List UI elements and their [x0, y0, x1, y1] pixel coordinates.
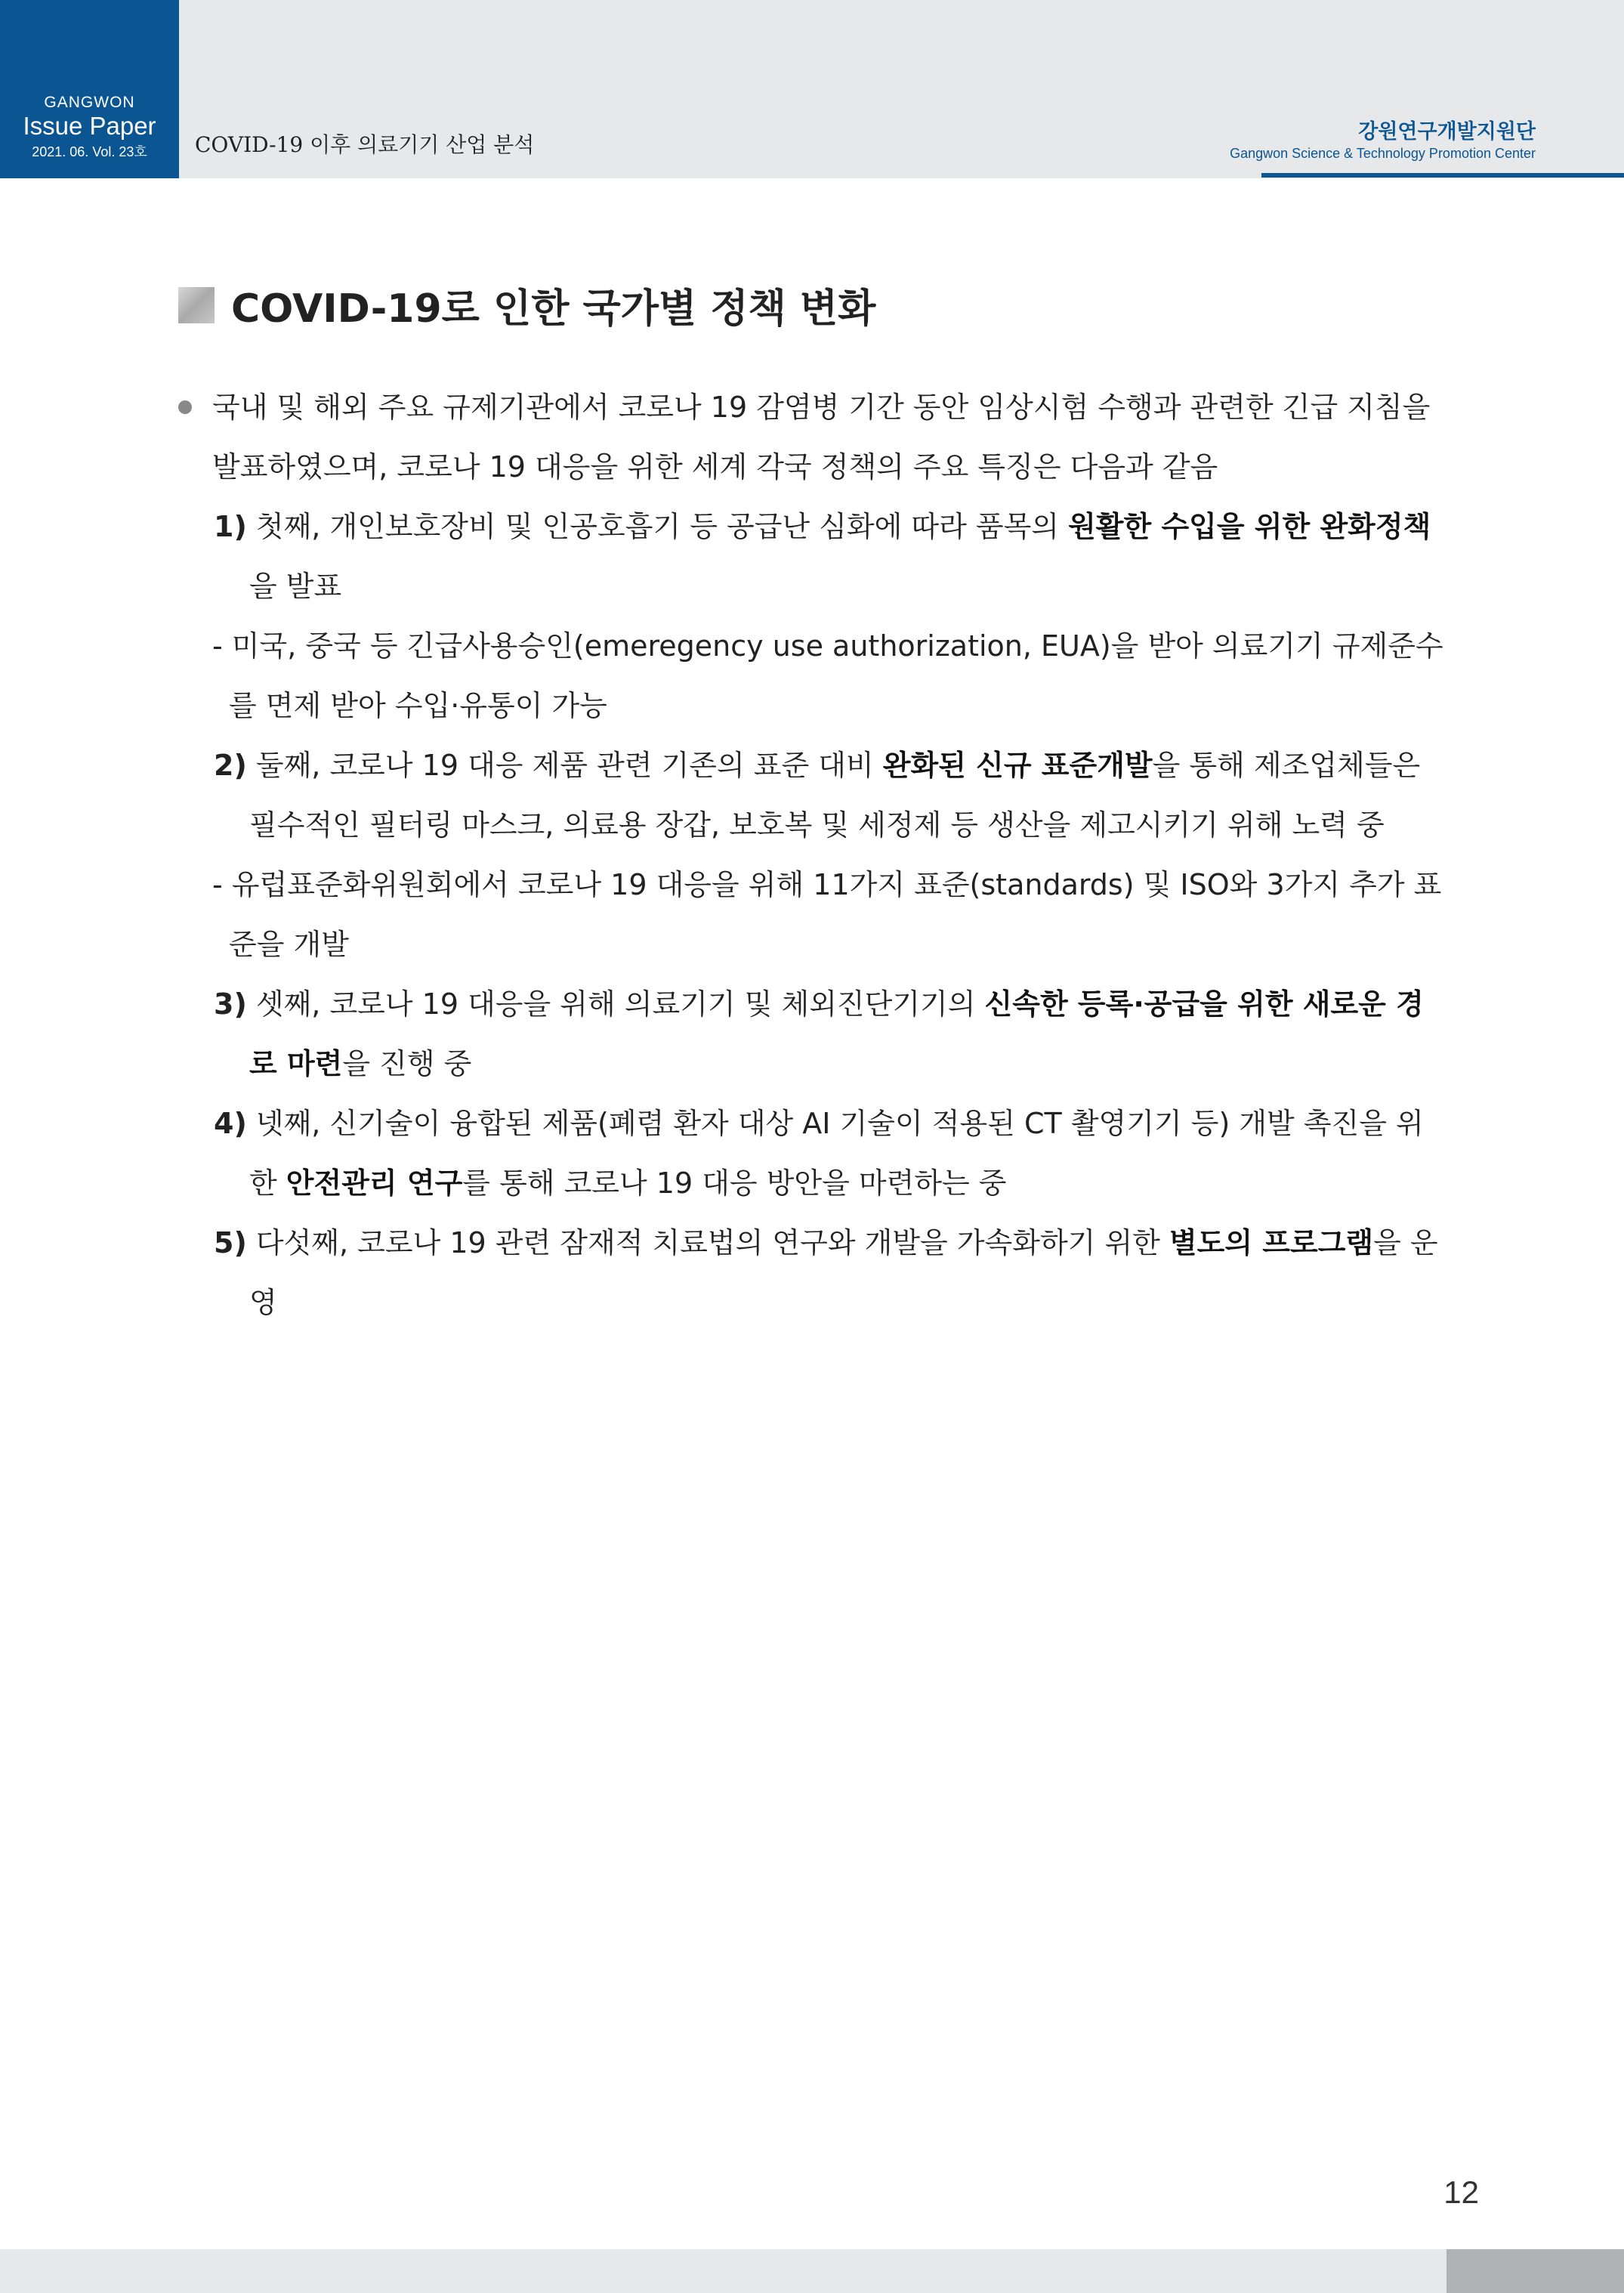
- section-heading: [178, 277, 875, 333]
- policy-detail-1: [212, 617, 1447, 736]
- item-text: 다섯째, 코로나 19 관련 잠재적 치료법의 연구와 개발을 가속화하기 위한: [246, 1226, 1169, 1259]
- page-number: 12: [1443, 2174, 1479, 2210]
- brand-logo-box: [0, 0, 179, 178]
- item-number: 2): [214, 749, 247, 782]
- page-footer-bar: [0, 2249, 1624, 2293]
- item-emphasis: 별도의 프로그램: [1169, 1226, 1374, 1259]
- organization-name-ko: 강원연구개발지원단: [1358, 120, 1536, 144]
- item-text: 셋째, 코로나 19 대응을 위해 의료기기 및 체외진단기기의: [246, 987, 985, 1021]
- item-emphasis: 안전관리 연구: [286, 1167, 463, 1200]
- footer-accent-block: [1446, 2249, 1624, 2293]
- section-title-text: COVID-19로 인한 국가별 정책 변화: [231, 286, 876, 332]
- item-text-tail: 을 발표: [249, 570, 342, 603]
- brand-title: Issue Paper: [23, 112, 156, 140]
- item-text: 둘째, 코로나 19 대응 제품 관련 기존의 표준 대비: [246, 749, 883, 782]
- item-text-tail: 을 운영: [249, 1226, 1438, 1319]
- item-emphasis: 원활한 수입을 위한 완화정책: [1068, 510, 1431, 543]
- header-accent-line: [1261, 173, 1624, 178]
- square-bullet-icon: [178, 287, 215, 323]
- item-emphasis: 완화된 신규 표준개발: [882, 749, 1153, 782]
- issue-info: 2021. 06. Vol. 23호: [32, 144, 147, 159]
- detail-text: - 유럽표준화위원회에서 코로나 19 대응을 위해 11가지 표준(standards) 및 ISO와 3가지 추가 표준을 개발: [212, 868, 1442, 961]
- detail-text: - 미국, 중국 등 긴급사용승인(emeregency use authorization, EUA)을 받아 의료기기 규제준수를 면제 받아 수입·유통이 가능: [212, 629, 1443, 722]
- item-text: 넷째, 신기술이 융합된 제품(폐렴 환자 대상 AI 기술이 적용된 CT 촬영기기 등) 개발 촉진을 위한: [246, 1107, 1424, 1200]
- brand-small-text: GANGWON: [44, 94, 135, 111]
- policy-item-2: [214, 736, 1447, 855]
- item-text-tail: 를 통해 코로나 19 대응 방안을 마련하는 중: [462, 1167, 1007, 1200]
- policy-item-4: [214, 1094, 1447, 1213]
- organization-name-en: Gangwon Science & Technology Promotion Center: [1230, 146, 1536, 161]
- policy-detail-2: [212, 855, 1447, 975]
- item-text-tail: 을 통해 제조업체들은 필수적인 필터링 마스크, 의료용 장갑, 보호복 및 세정제 등 생산을 제고시키기 위해 노력 중: [249, 749, 1421, 842]
- body-content: [178, 378, 1447, 1333]
- intro-text: 국내 및 해외 주요 규제기관에서 코로나 19 감염병 기간 동안 임상시험 수행과 관련한 긴급 지침을 발표하였으며, 코로나 19 대응을 위한 세계 각국 정책의 주요 특징은 다음과 같음: [212, 391, 1431, 484]
- item-number: 3): [214, 987, 247, 1021]
- item-text: 첫째, 개인보호장비 및 인공호흡기 등 공급난 심화에 따라 품목의: [246, 510, 1069, 543]
- item-text-tail: 을 진행 중: [342, 1047, 472, 1080]
- page-header: [0, 0, 1624, 178]
- bullet-dot-icon: [178, 400, 192, 414]
- policy-item-5: [214, 1213, 1447, 1333]
- intro-paragraph: [178, 378, 1447, 497]
- policy-item-1: [214, 497, 1447, 617]
- document-title: COVID-19 이후 의료기기 산업 분석: [195, 132, 535, 157]
- item-number: 4): [214, 1107, 247, 1140]
- item-number: 5): [214, 1226, 247, 1259]
- policy-item-3: [214, 975, 1447, 1094]
- item-number: 1): [214, 510, 247, 543]
- item-emphasis: 신속한 등록·공급을 위한 새로운 경로 마련: [249, 987, 1424, 1080]
